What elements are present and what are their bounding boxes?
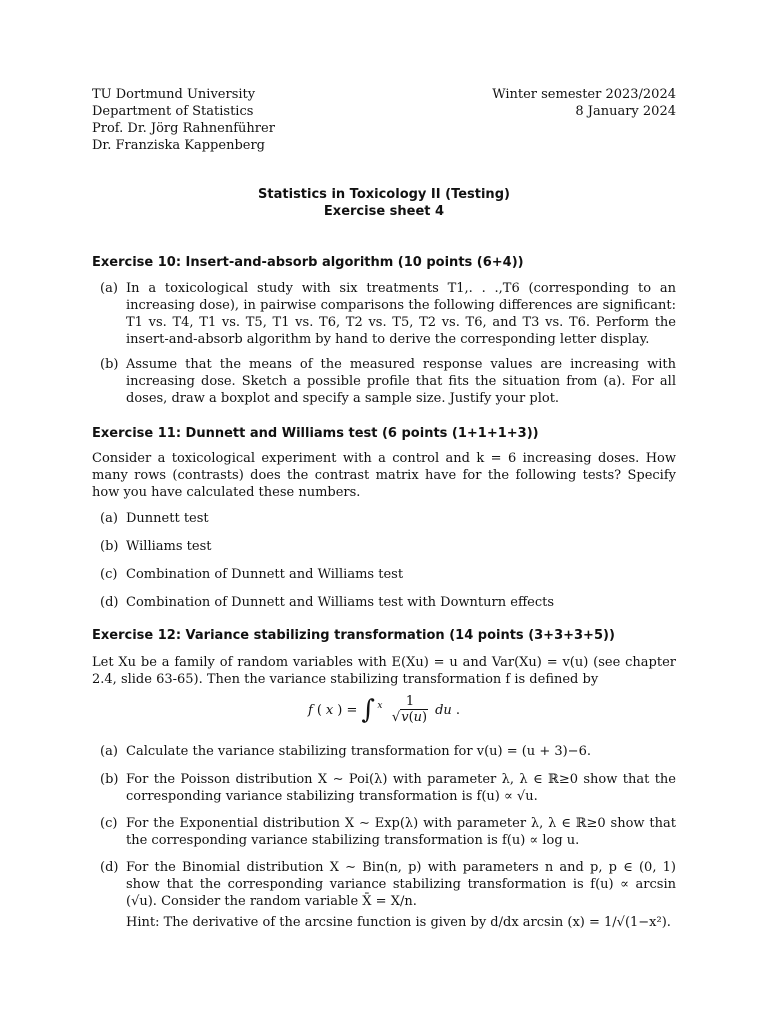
part-text: In a toxicological study with six treatments T1,. . .,T6 (corresponding to an increasing dose), in pairwise comparisons the following differences are significant: T1 vs. T4, T1 vs. T5, T1 vs. T6, T2 vs. T5, T2 vs. T6, and T3 vs. T6. Perform the insert-and-absorb algorithm by hand to derive the corresponding letter display.: [126, 281, 676, 347]
part-text: Calculate the variance stabilizing transformation for v(u) = (u + 3)−6.: [126, 744, 591, 759]
integral-sign: ∫ x: [361, 695, 383, 725]
part-text: Combination of Dunnett and Williams test: [126, 567, 404, 582]
part-text: Combination of Dunnett and Williams test with Downturn effects: [126, 595, 555, 610]
part-text: Dunnett test: [126, 511, 209, 526]
exercise-12-title: Exercise 12: Variance stabilizing transformation (14 points (3+3+3+5)): [92, 628, 615, 643]
part-text: For the Poisson distribution X ∼ Poi(λ) with parameter λ, λ ∈ ℝ≥0 show that the corresponding variance stabilizing transformation is f(u) ∝ √u.: [126, 772, 676, 804]
part-label: (c): [100, 816, 118, 831]
vst-definition-formula: f ( x ) = ∫ x $\frac{1}{√v(u)}$ du .: [308, 694, 460, 725]
header-right-block: [492, 86, 676, 154]
part-label: (d): [100, 860, 119, 875]
department-name: Department of Statistics: [92, 104, 254, 119]
exercise-10-part-b: [100, 356, 676, 407]
part-label: (b): [100, 772, 119, 787]
exercise-12-part-c: [100, 815, 676, 849]
header-left-block: [92, 86, 275, 154]
exercise-12-part-a: [100, 743, 676, 760]
document-header: [92, 86, 676, 154]
assistant-name: Dr. Franziska Kappenberg: [92, 138, 265, 153]
part-label: (b): [100, 357, 119, 372]
part-label: (b): [100, 539, 119, 554]
sheet-number: Exercise sheet 4: [323, 204, 445, 219]
exercise-12-hint: Hint: The derivative of the arcsine function is given by d/dx arcsin (x) = 1/√(1−x²).: [126, 915, 671, 930]
professor-name: Prof. Dr. Jörg Rahnenführer: [92, 121, 275, 136]
part-text: Assume that the means of the measured response values are increasing with increasing dose. Sketch a possible profile that fits the situation from (a). For all doses, draw a boxplot and specify a sample size. Justify your plot.: [126, 357, 676, 406]
part-label: (d): [100, 595, 119, 610]
part-text: For the Exponential distribution X ∼ Exp(λ) with parameter λ, λ ∈ ℝ≥0 show that the corresponding variance stabilizing transformation is f(u) ∝ log u.: [126, 816, 676, 848]
sheet-title: [0, 186, 768, 220]
date-text: 8 January 2024: [575, 104, 676, 119]
exercise-12-intro: Let Xu be a family of random variables with E(Xu) = u and Var(Xu) = v(u) (see chapter 2.4, slide 63-65). Then the variance stabilizing transformation f is defined by: [92, 655, 676, 687]
exercise-12-part-d: [100, 859, 676, 910]
part-label: (a): [100, 511, 118, 526]
exercise-11-part-b: [100, 538, 676, 555]
course-title: Statistics in Toxicology II (Testing): [258, 187, 510, 202]
exercise-10-title: Exercise 10: Insert-and-absorb algorithm (10 points (6+4)): [92, 255, 524, 270]
exercise-11-title: Exercise 11: Dunnett and Williams test (6 points (1+1+1+3)): [92, 426, 539, 441]
part-label: (a): [100, 744, 118, 759]
exercise-11-part-c: [100, 566, 676, 583]
exercise-11-part-a: [100, 510, 676, 527]
part-text: Williams test: [126, 539, 212, 554]
exercise-12-part-b: [100, 771, 676, 805]
exercise-11-part-d: [100, 594, 676, 611]
university-name: TU Dortmund University: [92, 87, 256, 102]
exercise-11-intro: Consider a toxicological experiment with a control and k = 6 increasing doses. How many rows (contrasts) does the contrast matrix have for the following tests? Specify how you have calculated these numbers.: [92, 451, 676, 500]
part-label: (c): [100, 567, 118, 582]
part-text: For the Binomial distribution X ∼ Bin(n, p) with parameters n and p, p ∈ (0, 1) show that the corresponding variance stabilizing transformation is f(u) ∝ arcsin (√u). Consider the random variable X̄ = X/n.: [126, 860, 676, 909]
part-label: (a): [100, 281, 118, 296]
semester-text: Winter semester 2023/2024: [492, 87, 676, 102]
exercise-10-part-a: [100, 280, 676, 348]
